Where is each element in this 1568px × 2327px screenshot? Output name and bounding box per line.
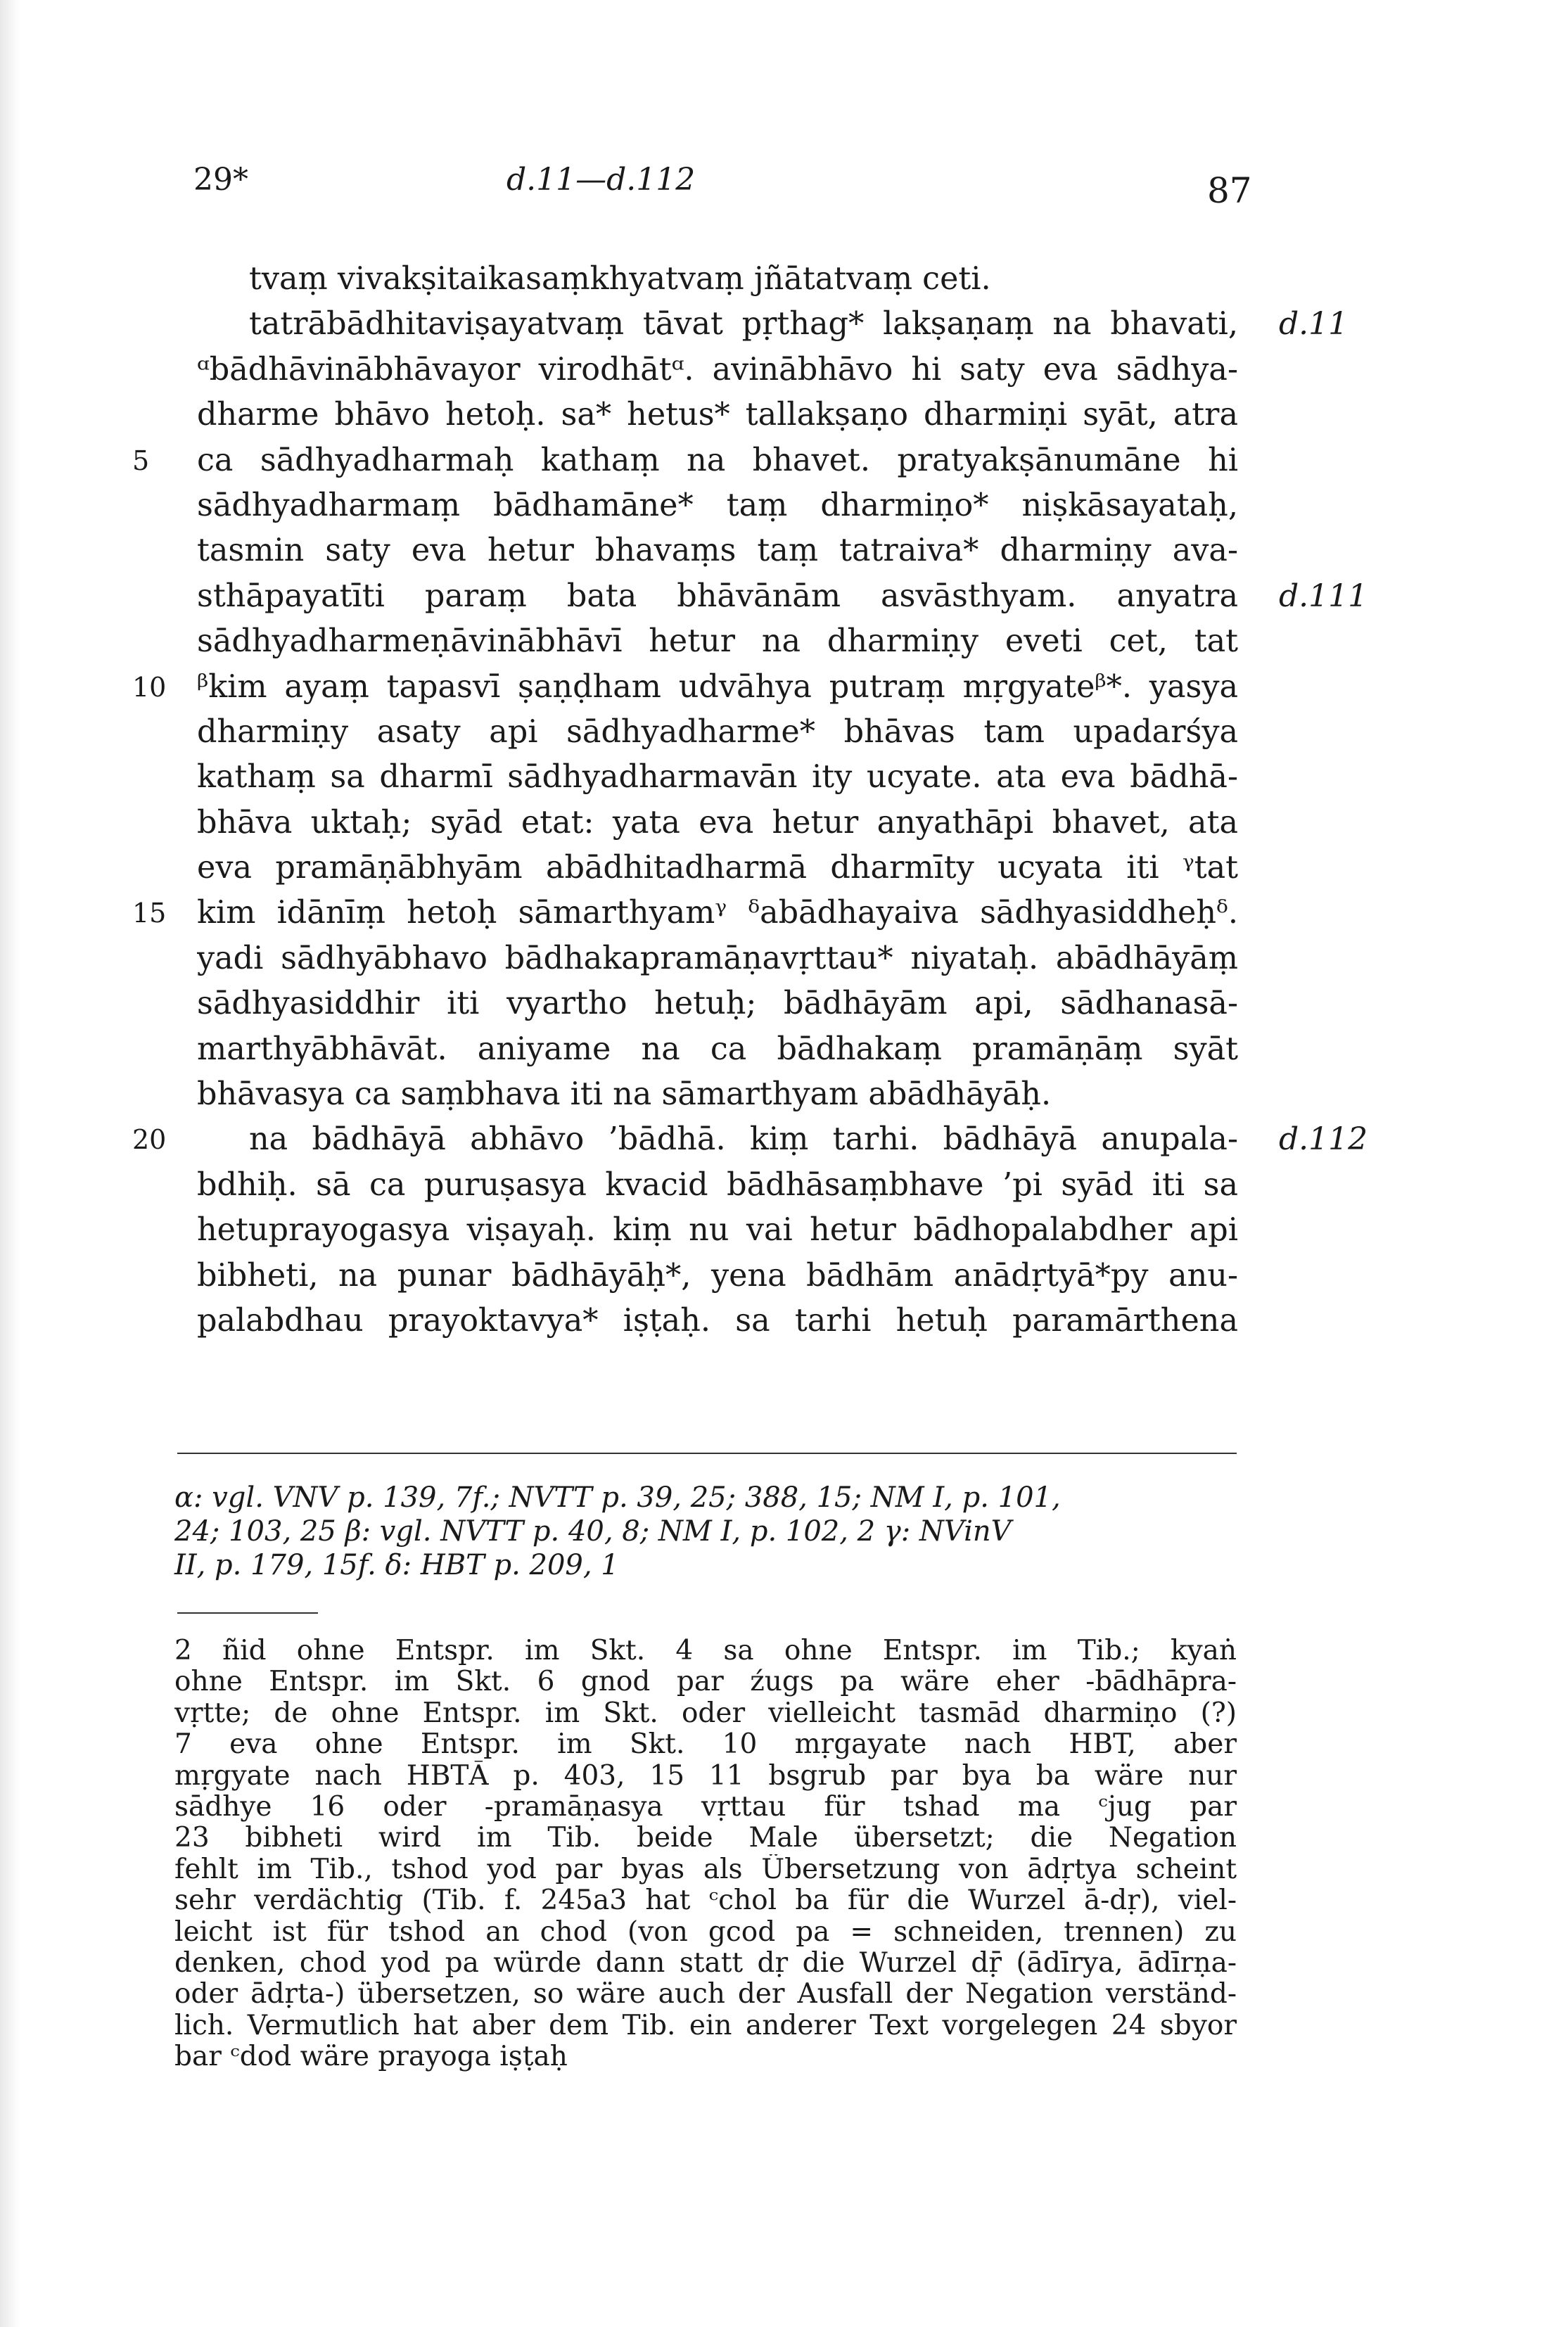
text-line	[0, 801, 1568, 846]
note-line: leicht ist für tshod an chod (von gcod pa = schneiden, trennen) zu	[174, 1916, 1237, 1948]
line-number: 20	[132, 1124, 167, 1156]
text-line	[0, 438, 1568, 483]
margin-reference: d.11	[1279, 306, 1349, 343]
line-text: dharme bhāvo hetoḥ. sa* hetus* tallakṣaṇo dharmiṇi syāt, atra	[197, 397, 1238, 433]
note-line: 2 ñid ohne Entspr. im Skt. 4 sa ohne Entspr. im Tib.; kyaṅ	[174, 1636, 1237, 1666]
line-text: kathaṃ sa dharmī sādhyadharmavān ity ucyate. ata eva bādhā-	[197, 759, 1238, 796]
note-line: bar ᶜdod wäre prayoga iṣṭaḥ	[174, 2041, 568, 2073]
running-header	[0, 162, 1568, 225]
page-number: 87	[1207, 170, 1252, 211]
text-line	[0, 981, 1568, 1026]
margin-reference: d.112	[1279, 1121, 1368, 1158]
main-text	[0, 257, 1568, 1344]
section-range: d.11—d.112	[506, 162, 696, 198]
text-line	[0, 1299, 1568, 1344]
line-text: eva pramāṇābhyām abādhitadharmā dharmīty ucyata iti ᵞtat	[197, 850, 1238, 886]
text-line	[0, 1254, 1568, 1299]
note-line: 23 bibheti wird im Tib. beide Male übersetzt; die Negation	[174, 1823, 1237, 1854]
line-text: hetuprayogasya viṣayaḥ. kiṃ nu vai hetur bādhopalabdher api	[197, 1212, 1238, 1249]
text-line	[0, 891, 1568, 936]
line-text: tasmin saty eva hetur bhavaṃs taṃ tatraiva* dharmiṇy ava-	[197, 533, 1238, 569]
page-ref: 29*	[193, 162, 248, 198]
text-line	[0, 846, 1568, 891]
text-line	[0, 710, 1568, 755]
line-text: bhāva uktaḥ; syād etat: yata eva hetur anyathāpi bhavet, ata	[197, 804, 1238, 841]
text-line	[0, 574, 1568, 619]
note-line: oder ādṛta-) übersetzen, so wäre auch der Ausfall der Negation verständ-	[174, 1979, 1237, 2010]
text-line	[0, 1208, 1568, 1253]
text-line	[0, 755, 1568, 800]
line-text: tatrābādhitaviṣayatvaṃ tāvat pṛthag* lakṣaṇaṃ na bhavati,	[249, 306, 1238, 343]
line-text: dharmiṇy asaty api sādhyadharme* bhāvas tam upadarśya	[197, 713, 1238, 750]
note-line: mṛgyate nach HBTĀ p. 403, 15 11 bsgrub par bya ba wäre nur	[174, 1760, 1237, 1792]
line-text: bhāvasya ca saṃbhava iti na sāmarthyam abādhāyāḥ.	[197, 1076, 1052, 1113]
critical-notes	[174, 1636, 1237, 2072]
line-text: ca sādhyadharmaḥ kathaṃ na bhavet. pratyakṣānumāne hi	[197, 442, 1238, 478]
margin-reference: d.111	[1279, 578, 1368, 614]
text-line	[0, 1117, 1568, 1162]
note-line: 7 eva ohne Entspr. im Skt. 10 mṛgayate nach HBT, aber	[174, 1729, 1237, 1761]
line-text: na bādhāyā abhāvo ’bādhā. kiṃ tarhi. bādhāyā anupala-	[249, 1121, 1238, 1158]
text-line	[0, 528, 1568, 573]
source-line: α: vgl. VNV p. 139, 7f.; NVTT p. 39, 25; 388, 15; NM I, p. 101,	[174, 1481, 1061, 1514]
text-line	[0, 619, 1568, 664]
note-line: sehr verdächtig (Tib. f. 245a3 hat ᶜchol ba für die Wurzel ā-dṛ), viel-	[174, 1885, 1237, 1917]
text-line	[0, 302, 1568, 347]
text-line	[0, 1027, 1568, 1072]
line-number: 10	[132, 671, 167, 703]
line-text: kim idānīṃ hetoḥ sāmarthyamᵞ ᵟabādhayaiva sādhyasiddheḥᵟ.	[197, 895, 1238, 931]
line-text: sthāpayatīti paraṃ bata bhāvānām asvāsthyam. anyatra	[197, 578, 1238, 614]
note-line: denken, chod yod pa würde dann statt dṛ die Wurzel dṝ (ādīrya, ādīrṇa-	[174, 1947, 1237, 1979]
line-text: bdhiḥ. sā ca puruṣasya kvacid bādhāsaṃbhave ’pi syād iti sa	[197, 1166, 1238, 1203]
source-line: II, p. 179, 15f. δ: HBT p. 209, 1	[174, 1549, 619, 1581]
notes-rule	[177, 1612, 318, 1614]
line-number: 15	[132, 898, 167, 929]
note-line: ohne Entspr. im Skt. 6 gnod par źugs pa wäre eher -bādhāpra-	[174, 1666, 1237, 1698]
footnote-rule	[177, 1453, 1237, 1454]
text-line	[0, 1163, 1568, 1208]
line-text: ᵝkim ayaṃ tapasvī ṣaṇḍham udvāhya putraṃ mṛgyateᵝ*. yasya	[197, 668, 1238, 705]
line-text: marthyābhāvāt. aniyame na ca bādhakaṃ pramāṇāṃ syāt	[197, 1031, 1238, 1067]
line-text: yadi sādhyābhavo bādhakapramāṇavṛttau* niyataḥ. abādhāyāṃ	[197, 940, 1238, 976]
text-line	[0, 1072, 1568, 1117]
text-line	[0, 665, 1568, 710]
line-text: sādhyadharmeṇāvinābhāvī hetur na dharmiṇy eveti cet, tat	[197, 623, 1238, 660]
text-line	[0, 483, 1568, 528]
note-line: sādhye 16 oder -pramāṇasya vṛttau für tshad ma ᶜjug par	[174, 1791, 1237, 1823]
source-apparatus	[174, 1481, 1244, 1582]
text-line	[0, 393, 1568, 438]
source-line: 24; 103, 25 β: vgl. NVTT p. 40, 8; NM I, p. 102, 2 γ: NVinV	[174, 1515, 1012, 1548]
line-text: palabdhau prayoktavya* iṣṭaḥ. sa tarhi hetuḥ paramārthena	[197, 1302, 1238, 1339]
line-text: tvaṃ vivakṣitaikasaṃkhyatvaṃ jñātatvaṃ ceti.	[249, 261, 991, 297]
note-line: vṛtte; de ohne Entspr. im Skt. oder vielleicht tasmād dharmiṇo (?)	[174, 1697, 1237, 1729]
text-line	[0, 936, 1568, 981]
text-line	[0, 257, 1568, 302]
line-text: sādhyadharmaṃ bādhamāne* taṃ dharmiṇo* niṣkāsayataḥ,	[197, 487, 1238, 523]
line-text: sādhyasiddhir iti vyartho hetuḥ; bādhāyām api, sādhanasā-	[197, 986, 1238, 1022]
text-line	[0, 348, 1568, 393]
note-line: lich. Vermutlich hat aber dem Tib. ein anderer Text vorgelegen 24 sbyor	[174, 2010, 1237, 2041]
line-number: 5	[132, 445, 150, 476]
line-text: bibheti, na punar bādhāyāḥ*, yena bādhām anādṛtyā*py anu-	[197, 1257, 1238, 1294]
line-text: ᵅbādhāvinābhāvayor virodhātᵅ. avinābhāvo hi saty eva sādhya-	[197, 351, 1238, 388]
note-line: fehlt im Tib., tshod yod par byas als Übersetzung von ādṛtya scheint	[174, 1854, 1237, 1885]
